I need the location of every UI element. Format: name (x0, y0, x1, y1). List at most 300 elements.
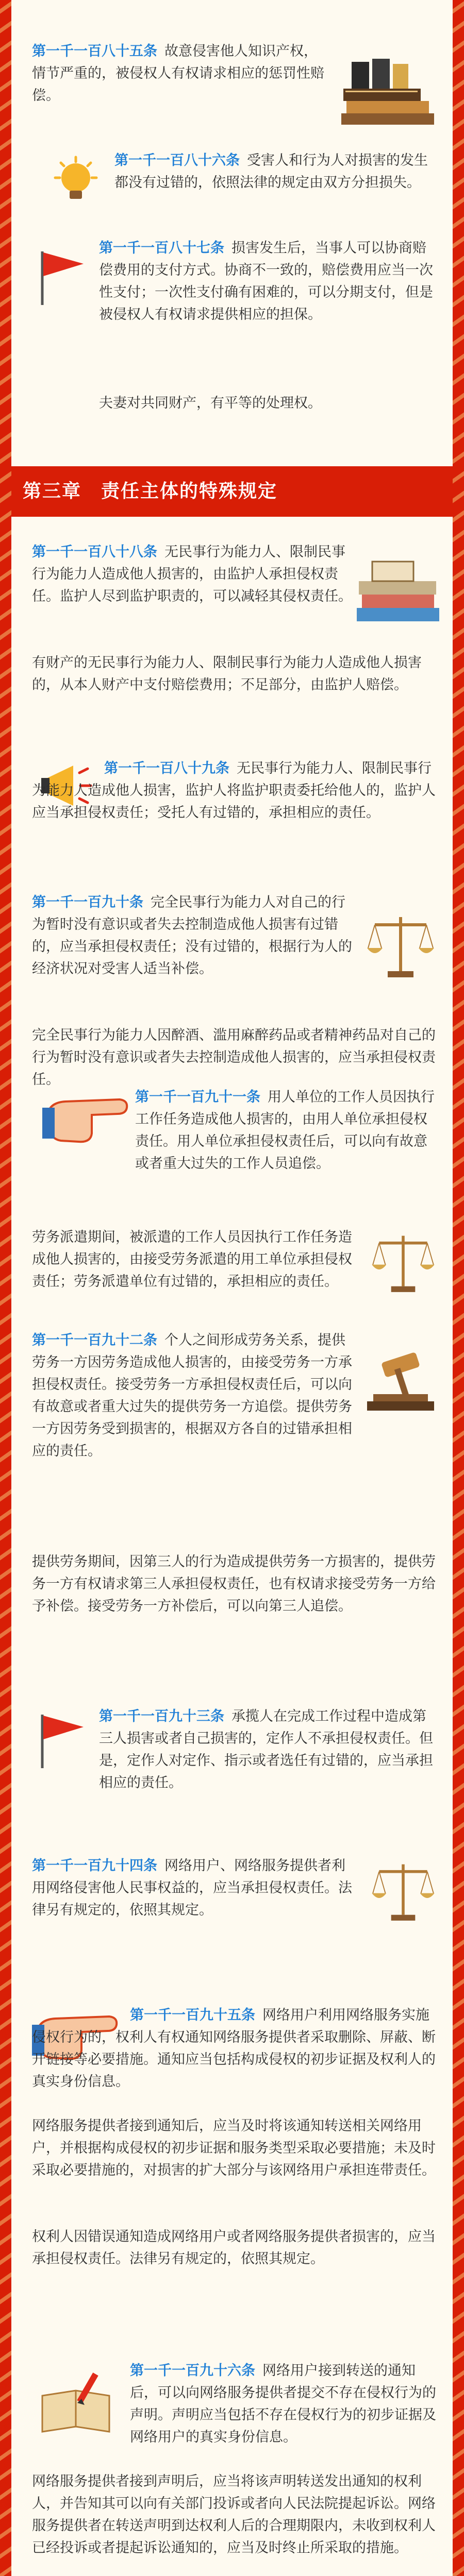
stripe (0, 804, 11, 816)
stripe (0, 960, 11, 973)
stripe (0, 2155, 11, 2167)
stripe (0, 1058, 11, 1071)
stripe (0, 79, 11, 92)
stripe (453, 295, 464, 307)
stripe (0, 118, 11, 131)
stripe (0, 999, 11, 1012)
stripe (453, 2331, 464, 2343)
stripe (0, 1606, 11, 1619)
stripe (453, 1137, 464, 1149)
stripe (453, 1724, 464, 1736)
stripe (453, 79, 464, 92)
stripe (453, 2507, 464, 2519)
article-number: 第一千一百九十三条 (99, 1708, 224, 1724)
article-text: 劳务派遣期间，被派遣的工作人员因执行工作任务造成他人损害的，由接受劳务派遣的用工单位承担侵权责任；劳务派遣单位有过错的，承担相应的责任。 (32, 1229, 352, 1290)
stripe (453, 490, 464, 503)
stripe (0, 158, 11, 170)
article-number: 第一千一百九十五条 (130, 2007, 255, 2023)
stripe (0, 1411, 11, 1423)
stripe (0, 2292, 11, 2304)
stripe (0, 706, 11, 718)
stripe (0, 843, 11, 855)
stripe (453, 2174, 464, 2187)
stripe (453, 2135, 464, 2147)
stripe (453, 1215, 464, 1227)
stripe (0, 2252, 11, 2265)
stripe (453, 941, 464, 953)
stripe (453, 1665, 464, 1677)
stripe (453, 1783, 464, 1795)
stripe (453, 21, 464, 33)
pointing-hand-icon (42, 1087, 130, 1149)
stripe (0, 1920, 11, 1932)
stripe (0, 1587, 11, 1599)
stripe (0, 1371, 11, 1384)
stripe (0, 314, 11, 327)
book-stack-icon (352, 556, 444, 629)
stripe (453, 412, 464, 425)
article-1196 (11, 2349, 453, 2576)
stripe (453, 804, 464, 816)
stripe (453, 1509, 464, 1521)
stripe (0, 451, 11, 464)
stripe (0, 21, 11, 33)
scales-of-justice-icon (367, 1226, 439, 1298)
stripe (0, 628, 11, 640)
stripe (0, 1254, 11, 1266)
stripe (0, 236, 11, 248)
scales-of-justice-icon (362, 907, 439, 984)
stripe (453, 2018, 464, 2030)
stripe (0, 2487, 11, 2500)
stripe (453, 686, 464, 699)
stripe (0, 295, 11, 307)
stripe (453, 2350, 464, 2363)
stripe (453, 2272, 464, 2284)
stripe (453, 373, 464, 385)
article-text: 第一千一百九十五条 网络用户利用网络服务实施侵权行为的，权利人有权通知网络服务提供者采取删除、屏蔽、断开链接等必要措施。通知应当包括构成侵权的初步证据及权利人的真实身份信息。 (32, 2007, 436, 2090)
stripe (0, 1391, 11, 1403)
stripe (453, 1352, 464, 1364)
stripe (0, 1626, 11, 1638)
left-stripe-border (0, 0, 11, 2576)
article-1185 (11, 0, 453, 155)
article-text: 第一千一百九十一条 用人单位的工作人员因执行工作任务造成他人损害的，由用人单位承担侵权责任。用人单位承担侵权责任后，可以向有故意或者重大过失的工作人员追偿。 (135, 1089, 435, 1172)
stripe (0, 177, 11, 190)
stripe (0, 1509, 11, 1521)
stripe (453, 471, 464, 483)
stripe (0, 490, 11, 503)
article-text: 夫妻对共同财产，有平等的处理权。 (99, 395, 322, 411)
stripe (453, 999, 464, 1012)
stripe (0, 393, 11, 405)
stripe (453, 1019, 464, 1031)
stripe (453, 1489, 464, 1501)
stripe (0, 2527, 11, 2539)
stripe (0, 784, 11, 796)
stripe (0, 1959, 11, 1971)
stripe (453, 569, 464, 581)
stripe (0, 862, 11, 875)
stripe (453, 1704, 464, 1717)
stripe (0, 941, 11, 953)
article-number: 第一千一百八十八条 (32, 544, 157, 560)
article-text: 第一千一百九十条 完全民事行为能力人对自己的行为暂时没有意识或者失去控制造成他人损害有过错的，应当承担侵权责任；没有过错的，根据行为人的经济状况对受害人适当补偿。 (32, 894, 352, 977)
stripe (453, 2429, 464, 2441)
stripe (453, 2252, 464, 2265)
stripe (0, 1450, 11, 1462)
stripe (453, 1430, 464, 1443)
writing-book-icon (37, 2370, 114, 2442)
stripe (453, 1254, 464, 1266)
stripe (453, 216, 464, 229)
stripe (0, 2194, 11, 2206)
article-text: 完全民事行为能力人因醉酒、滥用麻醉药品或者精神药品对自己的行为暂时没有意识或者失去控制造成他人损害的，应当承担侵权责任。 (32, 1027, 436, 1088)
stripe (453, 1861, 464, 1873)
chapter-heading: 第三章 责任主体的特殊规定 (11, 466, 453, 517)
stripe (453, 99, 464, 111)
stripe (453, 2292, 464, 2304)
stripe (453, 608, 464, 620)
stripe (0, 1293, 11, 1306)
stripe (0, 2135, 11, 2147)
stripe (0, 373, 11, 385)
stripe (0, 1802, 11, 1815)
stripe (0, 1039, 11, 1051)
stripe (0, 2468, 11, 2480)
stripe (0, 1469, 11, 1482)
stripe (453, 1176, 464, 1188)
stripe (453, 1469, 464, 1482)
stripe (0, 1548, 11, 1560)
stripe (453, 393, 464, 405)
stripe (453, 647, 464, 659)
stripe (0, 608, 11, 620)
article-text: 网络服务提供者接到通知后，应当及时将该通知转送相关网络用户，并根据构成侵权的初步证据和服务类型采取必要措施；未及时采取必要措施的，对损害的扩大部分与该网络用户承担连带责任。 (32, 2118, 436, 2178)
stripe (453, 2076, 464, 2089)
stripe (0, 1097, 11, 1110)
stripe (0, 1176, 11, 1188)
stripe (0, 432, 11, 444)
stripe (453, 1117, 464, 1129)
stripe (0, 2507, 11, 2519)
stripe (453, 275, 464, 287)
stripe (453, 314, 464, 327)
stripe (453, 843, 464, 855)
stripe (453, 1841, 464, 1854)
stripe (0, 1939, 11, 1952)
stripe (0, 1665, 11, 1677)
article-1187 (11, 222, 453, 464)
stripe (453, 2448, 464, 2461)
stripe (0, 216, 11, 229)
stripe (0, 2057, 11, 2069)
stripe (453, 1450, 464, 1462)
stripe (0, 823, 11, 836)
stripe (0, 2233, 11, 2245)
stripe (0, 2409, 11, 2421)
stripe (0, 2018, 11, 2030)
stripe (0, 2174, 11, 2187)
article-1189 (11, 737, 453, 891)
stripe (453, 2233, 464, 2245)
stripe (453, 158, 464, 170)
stripe (0, 1332, 11, 1345)
stripe (0, 1137, 11, 1149)
article-1194 (11, 1844, 453, 1999)
stripe (0, 353, 11, 366)
red-flag-icon (32, 1710, 94, 1772)
stripe (0, 902, 11, 914)
stripe (0, 1, 11, 13)
stripe (453, 1528, 464, 1540)
article-number: 第一千一百八十五条 (32, 43, 157, 59)
stripe (453, 1391, 464, 1403)
stripe (0, 1743, 11, 1756)
stripe (0, 99, 11, 111)
stripe (0, 1724, 11, 1736)
stripe (453, 2194, 464, 2206)
article-number: 第一千一百九十六条 (130, 2363, 255, 2379)
article-text: 第一千一百八十九条 无民事行为能力人、限制民事行为能力人造成他人损害，监护人将监护职责委托给他人的，监护人应当承担侵权责任；受托人有过错的，承担相应的责任。 (32, 760, 436, 821)
stripe (453, 197, 464, 209)
article-text: 网络服务提供者接到声明后，应当将该声明转送发出通知的权利人，并告知其可以向有关部门投诉或者向人民法院提起诉讼。网络服务提供者在转送声明到达权利人后的合理期限内，未收到权利人已经投诉或者提起诉讼通知的，应当及时终止所采取的措施。 (32, 2473, 436, 2556)
stripe (453, 823, 464, 836)
stripe (453, 2311, 464, 2324)
stripe (453, 1293, 464, 1306)
stripe (453, 725, 464, 738)
article-1188 (11, 520, 453, 747)
stripe (453, 334, 464, 346)
stripe (453, 1587, 464, 1599)
stripe (453, 1606, 464, 1619)
stripe (453, 236, 464, 248)
stripe (0, 1704, 11, 1717)
stripe (0, 1234, 11, 1247)
stripe (0, 725, 11, 738)
stripe (453, 1802, 464, 1815)
stripe (453, 1685, 464, 1697)
stripe (0, 1156, 11, 1168)
article-number: 第一千一百八十七条 (99, 240, 224, 256)
stripe (0, 569, 11, 581)
stripe (453, 1195, 464, 1208)
stripe (0, 197, 11, 209)
stripe (453, 1978, 464, 1991)
stripe (0, 471, 11, 483)
stripe (453, 510, 464, 522)
stripe (453, 549, 464, 562)
stripe (0, 2448, 11, 2461)
stripe (453, 530, 464, 542)
stripe (0, 530, 11, 542)
stripe (0, 138, 11, 150)
article-text: 第一千一百八十八条 无民事行为能力人、限制民事行为能力人造成他人损害的，由监护人承担侵权责任。监护人尽到监护职责的，可以减轻其侵权责任。 (32, 544, 352, 604)
stripe (453, 1097, 464, 1110)
stripe (453, 1234, 464, 1247)
stripe (453, 706, 464, 718)
stripe (0, 60, 11, 72)
stripe (0, 588, 11, 601)
stripe (0, 921, 11, 934)
article-text: 第一千一百八十七条 损害发生后，当事人可以协商赔偿费用的支付方式。协商不一致的，赔偿费用应当一次性支付；一次性支付确有困难的，可以分期支付，但是被侵权人有权请求提供相应的担保。 (99, 240, 433, 323)
stripe (453, 2546, 464, 2558)
stripe (0, 1822, 11, 1834)
stripe (453, 2213, 464, 2226)
stripe (0, 1567, 11, 1580)
stripe (0, 2429, 11, 2441)
stripe (453, 1646, 464, 1658)
article-number: 第一千一百九十四条 (32, 1858, 157, 1874)
stripe (453, 862, 464, 875)
stripe (0, 256, 11, 268)
document-page (11, 0, 453, 2576)
stripe (0, 2213, 11, 2226)
stripe (453, 1058, 464, 1071)
stripe (0, 1274, 11, 1286)
stripe (453, 1567, 464, 1580)
stripe (453, 2389, 464, 2402)
article-number: 第一千一百八十六条 (114, 152, 240, 168)
stripe (453, 2566, 464, 2576)
article-text: 第一千一百九十三条 承揽人在完成工作过程中造成第三人损害或者自己损害的，定作人不承担侵权责任。但是，定作人对定作、指示或者选任有过错的，应当承担相应的责任。 (99, 1708, 433, 1791)
stripe (0, 1195, 11, 1208)
stripe (453, 2527, 464, 2539)
stripe (453, 2487, 464, 2500)
stripe (0, 40, 11, 53)
stripe (0, 1489, 11, 1501)
stripe (0, 2272, 11, 2284)
stripe (453, 1039, 464, 1051)
article-1191 (11, 1072, 453, 1340)
stripe (453, 2370, 464, 2382)
stripe (0, 1313, 11, 1325)
stripe (0, 1430, 11, 1443)
stripe (453, 960, 464, 973)
stripe (0, 765, 11, 777)
stripe (453, 1411, 464, 1423)
stripe (0, 1019, 11, 1031)
stripe (0, 1352, 11, 1364)
stripe (453, 2037, 464, 2049)
article-text: 第一千一百九十二条 个人之间形成劳务关系，提供劳务一方因劳务造成他人损害的，由接受劳务一方承担侵权责任。接受劳务一方承担侵权责任后，可以向有故意或者重大过失的提供劳务一方追偿。提供劳务一方因劳务受到损害的，根据双方各自的过错承担相应的责任。 (32, 1332, 352, 1459)
stripe (453, 2115, 464, 2128)
stripe (0, 647, 11, 659)
article-text: 权利人因错误通知造成网络用户或者网络服务提供者损害的，应当承担侵权责任。法律另有规定的，依照其规定。 (32, 2229, 436, 2267)
article-text: 提供劳务期间，因第三人的行为造成提供劳务一方损害的，提供劳务一方有权请求第三人承担侵权责任，也有权请求接受劳务一方给予补偿。接受劳务一方补偿后，可以向第三人追偿。 (32, 1554, 436, 1614)
stripe (0, 1841, 11, 1854)
stripe (453, 138, 464, 150)
stripe (453, 1900, 464, 1912)
article-number: 第一千一百八十九条 (104, 760, 229, 776)
stripe (0, 1978, 11, 1991)
stripe (453, 2057, 464, 2069)
stripe (0, 2566, 11, 2576)
stripe (453, 2468, 464, 2480)
article-1193 (11, 1690, 453, 1844)
stripe (0, 1685, 11, 1697)
red-flag-icon (32, 247, 94, 309)
law-books-icon (336, 52, 439, 134)
stripe (453, 1548, 464, 1560)
article-text: 第一千一百九十六条 网络用户接到转送的通知后，可以向网络服务提供者提交不存在侵权行为的声明。声明应当包括不存在侵权行为的初步证据及网络用户的真实身份信息。 (130, 2363, 436, 2445)
stripe (453, 902, 464, 914)
stripe (0, 2389, 11, 2402)
stripe (0, 745, 11, 757)
article-1192 (11, 1309, 453, 1710)
article-number: 第一千一百九十条 (32, 894, 143, 910)
light-bulb-icon (47, 155, 104, 211)
stripe (453, 432, 464, 444)
stripe (0, 2311, 11, 2324)
stripe (0, 2370, 11, 2382)
stripe (0, 510, 11, 522)
stripe (453, 1880, 464, 1893)
scales-of-justice-icon (367, 1855, 439, 1927)
stripe (453, 177, 464, 190)
stripe (453, 1920, 464, 1932)
stripe (453, 118, 464, 131)
stripe (453, 1959, 464, 1971)
stripe (0, 412, 11, 425)
article-text: 第一千一百八十六条 受害人和行为人对损害的发生都没有过错的，依照法律的规定由双方分担损失。 (114, 152, 428, 191)
right-stripe-border (453, 0, 464, 2576)
stripe (453, 256, 464, 268)
stripe (0, 1783, 11, 1795)
stripe (0, 549, 11, 562)
stripe (0, 2096, 11, 2108)
stripe (453, 667, 464, 679)
stripe (453, 882, 464, 894)
stripe (0, 2115, 11, 2128)
stripe (453, 1822, 464, 1834)
stripe (453, 451, 464, 464)
stripe (0, 1646, 11, 1658)
stripe (453, 745, 464, 757)
stripe (0, 1861, 11, 1873)
stripe (0, 2076, 11, 2089)
stripe (453, 1371, 464, 1384)
stripe (0, 1215, 11, 1227)
stripe (453, 353, 464, 366)
stripe (453, 980, 464, 992)
stripe (453, 921, 464, 934)
stripe (0, 2546, 11, 2558)
stripe (453, 1156, 464, 1168)
stripe (0, 980, 11, 992)
stripe (453, 1998, 464, 2010)
stripe (453, 765, 464, 777)
stripe (0, 1528, 11, 1540)
article-number: 第一千一百九十一条 (135, 1089, 260, 1105)
stripe (0, 686, 11, 699)
stripe (453, 2155, 464, 2167)
stripe (453, 2096, 464, 2108)
stripe (0, 2331, 11, 2343)
stripe (0, 1900, 11, 1912)
stripe (453, 1939, 464, 1952)
stripe (0, 1078, 11, 1090)
stripe (0, 1880, 11, 1893)
stripe (0, 334, 11, 346)
stripe (453, 60, 464, 72)
stripe (0, 1763, 11, 1775)
stripe (0, 2037, 11, 2049)
stripe (453, 588, 464, 601)
article-text: 第一千一百八十五条 故意侵害他人知识产权，情节严重的，被侵权人有权请求相应的惩罚性赔偿。 (32, 43, 324, 104)
stripe (453, 1078, 464, 1090)
article-number: 第一千一百九十二条 (32, 1332, 157, 1348)
